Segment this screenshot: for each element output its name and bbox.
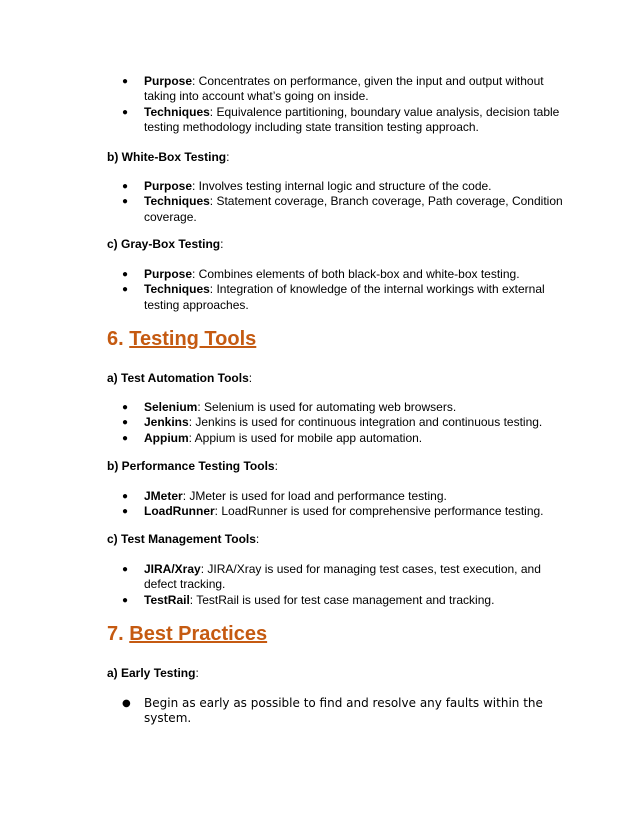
bullet-term: Purpose xyxy=(144,74,193,88)
bullet-term: Purpose xyxy=(144,179,193,193)
list-item xyxy=(0,415,638,430)
bullet-term: JIRA/Xray xyxy=(144,562,201,576)
subheading-label: b) Performance Testing Tools xyxy=(107,459,275,473)
bullet-term: LoadRunner xyxy=(144,504,215,519)
bullet-icon: ● xyxy=(122,106,129,118)
bullet-text: : Jenkins is used for continuous integration and continuous testing. xyxy=(188,415,543,430)
bullet-text: : Statement coverage, Branch coverage, Path coverage, Condition coverage. xyxy=(144,194,563,224)
list-item xyxy=(0,400,638,415)
bullet-text: : JMeter is used for load and performance testing. xyxy=(182,489,447,503)
subheading-label: a) Test Automation Tools xyxy=(107,371,249,385)
bullet-text: : LoadRunner is used for comprehensive performance testing. xyxy=(214,504,544,519)
bullet-icon: ● xyxy=(122,491,129,502)
bullet-term: Appium xyxy=(144,430,189,445)
subheading-colon: : xyxy=(248,371,253,385)
bullet-term: JMeter xyxy=(144,489,183,503)
section-number: 7. xyxy=(107,623,130,645)
list-item xyxy=(0,282,638,313)
bullet-text: : Integration of knowledge of the internal workings with external testing approaches. xyxy=(144,282,545,312)
performance-heading xyxy=(107,459,278,474)
blackbox-bullet-list xyxy=(0,74,638,136)
list-item xyxy=(0,194,638,225)
bullet-icon: ● xyxy=(122,269,129,280)
list-item xyxy=(0,696,638,727)
subheading-label: c) Gray-Box Testing xyxy=(107,237,221,251)
subheading-colon: : xyxy=(274,459,278,473)
subheading-label: b) White-Box Testing xyxy=(107,150,227,164)
list-item xyxy=(0,105,638,136)
bullet-icon: ● xyxy=(122,76,129,87)
early-testing-heading xyxy=(107,666,199,681)
bullet-term: Techniques xyxy=(144,104,210,119)
automation-bullet-list xyxy=(0,400,638,446)
section-heading-best-practices xyxy=(107,622,267,646)
bullet-text: : JIRA/Xray is used for managing test cases, test execution, and defect tracking. xyxy=(144,562,541,592)
bullet-icon: ● xyxy=(122,698,131,709)
bullet-icon: ● xyxy=(122,417,129,429)
bullet-text: : Combines elements of both black-box and white-box testing. xyxy=(192,267,520,281)
bullet-icon: ● xyxy=(122,594,129,606)
bullet-term: Purpose xyxy=(144,267,193,281)
subheading-colon: : xyxy=(220,237,224,251)
bullet-icon: ● xyxy=(122,564,129,575)
bullet-text: : TestRail is used for test case management and tracking. xyxy=(189,592,495,607)
performance-bullet-list xyxy=(0,489,638,520)
bullet-term: Selenium xyxy=(144,400,198,414)
whitebox-bullet-list xyxy=(0,179,638,225)
graybox-heading xyxy=(107,237,223,252)
subheading-colon: : xyxy=(195,666,199,680)
bullet-term: TestRail xyxy=(144,592,190,607)
bullet-term: Jenkins xyxy=(144,415,189,430)
section-heading-testing-tools xyxy=(107,327,256,351)
bullet-icon: ● xyxy=(122,284,129,296)
bullet-text: : Concentrates on performance, given the input and output without taking into account what’s going on inside. xyxy=(144,74,544,104)
bullet-text: : Selenium is used for automating web browsers. xyxy=(197,400,457,414)
whitebox-heading xyxy=(107,150,229,165)
list-item xyxy=(0,74,638,105)
list-item xyxy=(0,593,638,608)
subheading-colon: : xyxy=(226,150,230,164)
management-heading xyxy=(107,532,259,547)
subheading-label: c) Test Management Tools xyxy=(107,532,256,546)
list-item xyxy=(0,504,638,519)
bullet-icon: ● xyxy=(122,181,129,192)
bullet-icon: ● xyxy=(122,402,129,413)
bullet-icon: ● xyxy=(122,506,129,518)
subheading-label: a) Early Testing xyxy=(107,666,196,680)
bullet-text: : Involves testing internal logic and structure of the code. xyxy=(192,179,492,193)
bullet-term: Techniques xyxy=(144,282,210,297)
bullet-text: : Equivalence partitioning, boundary value analysis, decision table testing methodology including state transition testing approach. xyxy=(144,104,560,135)
early-testing-bullet-list xyxy=(0,696,638,727)
bullet-icon: ● xyxy=(122,432,129,444)
subheading-colon: : xyxy=(255,532,260,546)
bullet-icon: ● xyxy=(122,196,129,208)
list-item xyxy=(0,562,638,593)
bullet-term: Techniques xyxy=(144,194,210,209)
list-item xyxy=(0,179,638,194)
management-bullet-list xyxy=(0,562,638,608)
automation-heading xyxy=(107,371,252,386)
section-title-link[interactable]: Best Practices xyxy=(129,623,268,645)
list-item xyxy=(0,431,638,446)
list-item xyxy=(0,489,638,504)
list-item xyxy=(0,267,638,282)
section-number: 6. xyxy=(107,328,130,350)
section-title-link[interactable]: Testing Tools xyxy=(129,328,257,350)
bullet-text: : Appium is used for mobile app automation. xyxy=(188,430,423,445)
graybox-bullet-list xyxy=(0,267,638,313)
bullet-text: Begin as early as possible to find and resolve any faults within the system. xyxy=(144,696,543,726)
